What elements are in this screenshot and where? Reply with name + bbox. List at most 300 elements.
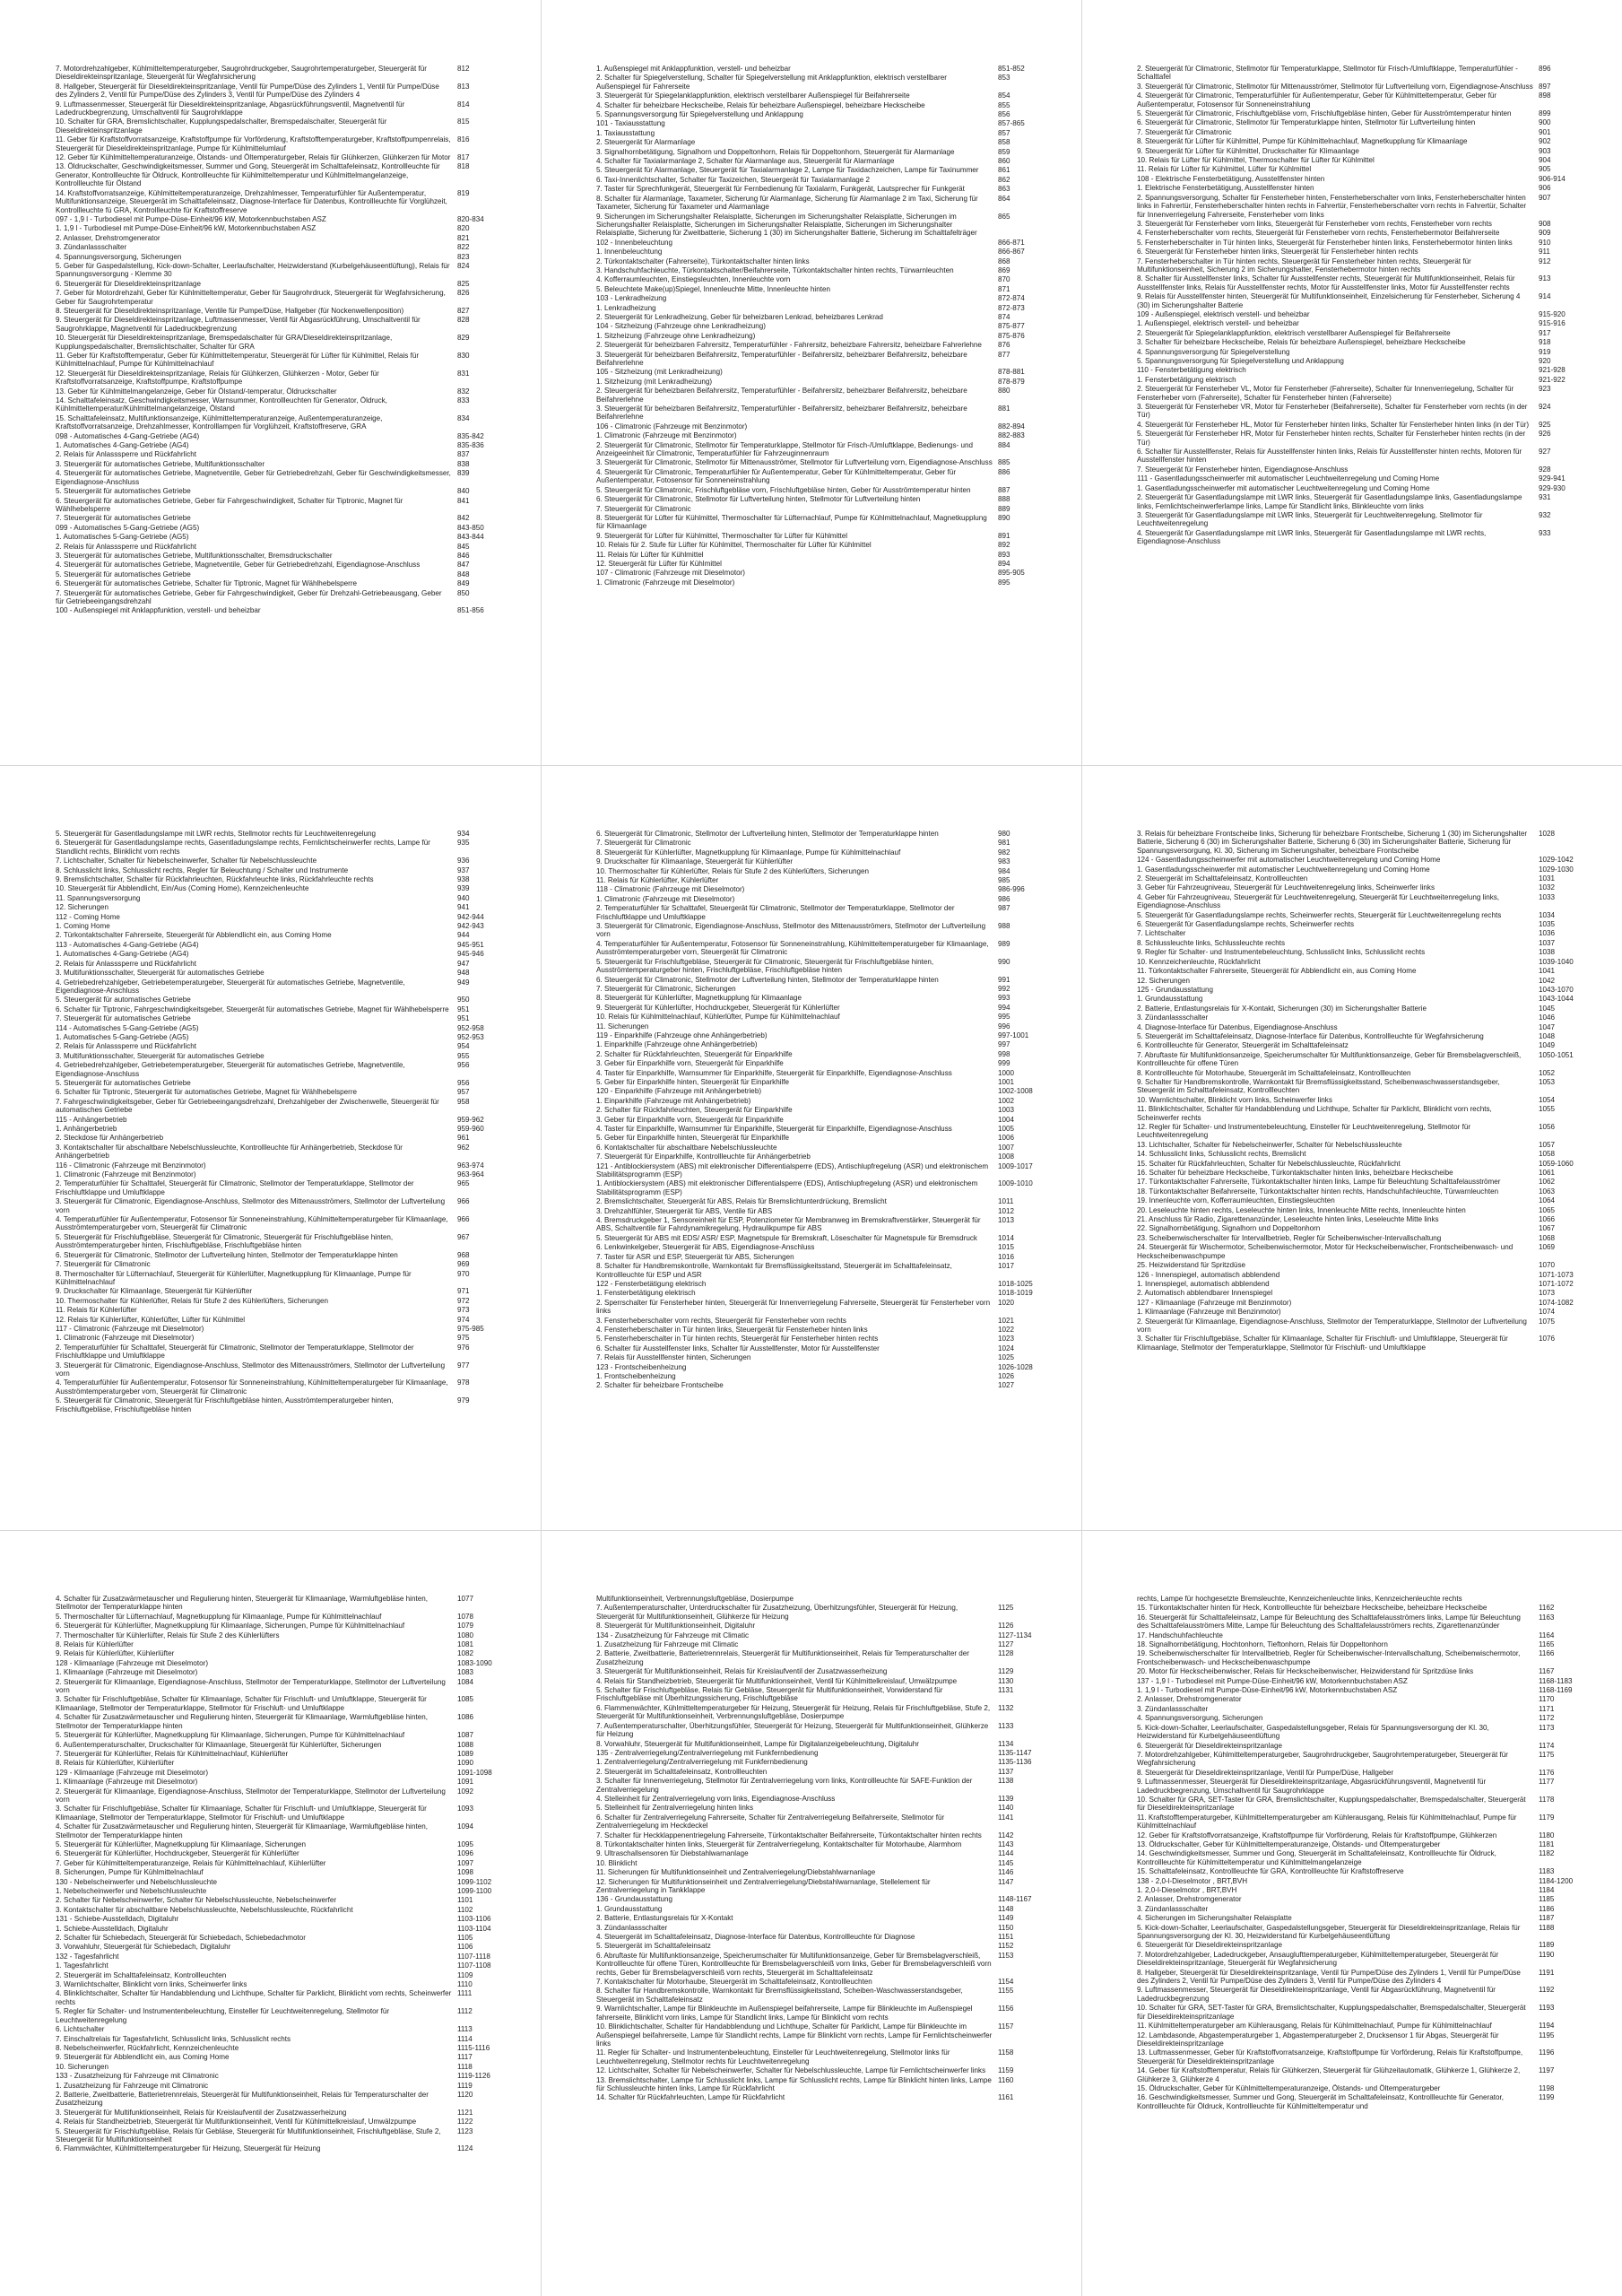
entry-title: 3. Schalter für Frischluftgebläse, Schalter für Klimaanlage, Schalter für Frischluft- und Umluftklappe, Steuergerät für Klimaanlage, Stellmotor der Temperaturklappe, Stellmotor für Frischluft- und Umluftklappe <box>56 1695 427 1712</box>
index-entry <box>596 157 1045 165</box>
column-divider-1 <box>541 0 542 2296</box>
index-entry <box>56 280 504 288</box>
entry-page-number: 842 <box>457 514 470 523</box>
entry-page-number: 823 <box>457 252 470 261</box>
entry-title: 3. Vorwahluhr, Steuergerät für Schiebedach, Digitaluhr <box>56 1943 231 1952</box>
entry-title: 10. Blinklicht <box>596 1858 638 1867</box>
entry-title: 1. Sitzheizung (Fahrzeuge ohne Lenkradheizung) <box>596 331 756 340</box>
index-entry <box>596 958 1045 975</box>
entry-title: 8. Türkontaktschalter hinten links, Steuergerät für Zentralverriegelung, Kontaktschalter für Motorhaube, Alarmhorn <box>596 1839 962 1848</box>
entry-title: 11. Relais für Kühlerlüfter, Kühlerlüfter <box>596 876 719 885</box>
entry-title: 118 - Climatronic (Fahrzeuge mit Dieselmotor) <box>596 885 745 894</box>
index-entry <box>1137 865 1585 874</box>
entry-title: 4. Kofferraumleuchten, Einstiegsleuchten, Innenleuchte vorn <box>596 275 791 284</box>
entry-title: 1. Automatisches 5-Gang-Getriebe (AG5) <box>56 533 189 542</box>
entry-title: 16. Steuergerät für Schalttafeleinsatz, Lampe für Beleuchtung des Schalttafelausströmers links, Lampe für Beleuchtung des Schalttafelausströmers Mitte, Lampe für Beleuchtung des Schalttafelausströmers rechts, Zigarettenanzünder <box>1137 1613 1521 1631</box>
index-entry <box>56 1695 504 1712</box>
entry-page-number: 1043-1070 <box>1539 985 1574 994</box>
index-entry <box>56 1344 504 1361</box>
index-section-entry <box>1137 474 1585 483</box>
entry-title: 3. Schalter für Innenverriegelung, Stellmotor für Zentralverriegelung vorn links, Kontrollleuchte für SAFE-Funktion der Zentralverriegelung <box>596 1777 973 1794</box>
entry-page-number: 1091 <box>457 1778 474 1787</box>
entry-title: 2. Batterie, Zweitbatterie, Batterietrennrelais, Steuergerät für Multifunktionseinheit, Relais für Temperaturschalter der Zusatzheizung <box>56 2090 429 2108</box>
entry-title: 5. Kick-down-Schalter, Leerlaufschalter, Gaspedalstellungsgeber, Relais für Spannungsversorgung der Kl. 30, Heizwiderstand für Kurbelgehäuseentlüftung <box>1137 1723 1489 1741</box>
index-entry <box>1137 1969 1585 1986</box>
entry-page-number: 952-958 <box>457 1023 484 1032</box>
entry-page-number: 995 <box>998 1013 1010 1022</box>
index-panel-4 <box>56 830 504 1520</box>
entry-title: 7. Fahrgeschwindigkeitsgeber, Geber für Getriebeeingangsdrehzahl, Drehzahlgeber der Zwischenwelle, Steuergerät für automatisches Getriebe <box>56 1097 439 1115</box>
index-entry <box>596 514 1045 531</box>
entry-title: 137 - 1,9 l - Turbodiesel mit Pumpe-Düse-Einheit/96 kW, Motorkennbuchstaben ASZ <box>1137 1676 1408 1685</box>
entry-page-number: 1013 <box>998 1216 1015 1225</box>
entry-title: 102 - Innenbeleuchtung <box>596 238 673 247</box>
index-entry <box>596 532 1045 540</box>
entry-page-number: 896 <box>1539 65 1551 73</box>
entry-page-number: 1071-1072 <box>1539 1279 1574 1288</box>
entry-title: 5. Schalter für Frischluftgebläse, Relais für Gebläse, Steuergerät für Multifunktionseinheit, Vorwiderstand für Frischluftgebläse mit Überhitzungssicherung, Frischluftgebläse <box>596 1686 943 1703</box>
index-entry <box>596 857 1045 865</box>
entry-title: 136 - Grundausstattung <box>596 1895 673 1904</box>
entry-page-number: 1148-1167 <box>998 1895 1032 1904</box>
entry-page-number: 886 <box>998 467 1010 476</box>
entry-page-number: 1121 <box>457 2108 473 2117</box>
entry-title: 12. Steuergerät für Dieseldirekteinspritzanlage, Relais für Glühkerzen, Glühkerzen - Motor, Geber für Kraftstoffvorratsanzeige, Kraftstoffpumpe, Kraftstoffpumpe <box>56 369 379 387</box>
entry-title: 2. Steuergerät für beheizbaren Beifahrersitz, Temperaturfühler - Beifahrersitz, beheizbarer Beifahrersitz, beheizbare Beifahrerlehne <box>596 387 967 404</box>
entry-title: 131 - Schiebe-Ausstelldach, Digitaluhr <box>56 1915 179 1924</box>
entry-title: 8. Sicherungen, Pumpe für Kühlmittelnachlauf <box>56 1868 204 1877</box>
index-entry <box>1137 1813 1585 1831</box>
index-entry <box>56 450 504 458</box>
entry-title: 110 - Fensterbetätigung elektrisch <box>1137 366 1246 375</box>
entry-page-number: 1032 <box>1539 883 1556 892</box>
entry-page-number: 820 <box>457 224 470 233</box>
entry-page-number: 1165 <box>1539 1640 1555 1649</box>
entry-page-number: 828 <box>457 316 470 325</box>
entry-page-number: 918 <box>1539 338 1551 347</box>
index-entry <box>596 922 1045 939</box>
entry-title: 9. Warnlichtschalter, Lampe für Blinkleuchte im Außenspiegel beifahrerseite, Lampe für Blinkleuchte im Außenspiegel fahrerseite, Blinklicht vorn links, Lampe für Standlicht links, Lampe für Blinklicht vorn rechts <box>596 2005 973 2022</box>
entry-page-number: 1067 <box>1539 1224 1556 1233</box>
entry-page-number: 900 <box>1539 118 1551 127</box>
entry-title: 4. Taster für Einparkhilfe, Warnsummer für Einparkhilfe, Steuergerät für Einparkhilfe, Eigendiagnose-Anschluss <box>596 1068 952 1077</box>
index-entry <box>596 1677 1045 1685</box>
index-entry <box>1137 911 1585 919</box>
entry-page-number: 895-905 <box>998 569 1025 578</box>
index-entry <box>56 307 504 315</box>
entry-title: 3. Steuergerät für Climatronic, Eigendiagnose-Anschluss, Stellmotor des Mittenausströmers, Stellmotor der Luftverteilung vorn <box>56 1197 446 1214</box>
entry-title: 109 - Außenspiegel, elektrisch verstell- und beheizbar <box>1137 309 1310 318</box>
entry-title: 2. Schalter für Nebelscheinwerfer, Schalter für Nebelschlussleuchte, Nebelscheinwerfer <box>56 1896 337 1905</box>
entry-page-number: 839 <box>457 469 470 478</box>
entry-title: 3. Fensterheberschalter vorn rechts, Steuergerät für Fensterheber vorn rechts <box>596 1316 846 1325</box>
entry-title: 5. Steuergerät für automatisches Getriebe <box>56 996 191 1004</box>
index-entry <box>596 1372 1045 1380</box>
index-entry <box>56 2118 504 2126</box>
index-entry <box>1137 274 1585 291</box>
index-entry <box>596 1831 1045 1839</box>
entry-title: 7. Taster für Sprechfunkgerät, Steuergerät für Fernbedienung für Taxialarm, Funkgerät, Lautsprecher für Funkgerät <box>596 185 965 194</box>
entry-title: 4. Steuergerät für Climatronic, Temperaturfühler für Außentemperatur, Geber für Kühlmitteltemperatur, Geber für Außentemperatur, Fotosensor für Sonneneinstrahlung <box>1137 91 1497 109</box>
index-entry <box>56 1088 504 1096</box>
index-entry <box>596 248 1045 256</box>
entry-title: 1. Klimaanlage (Fahrzeuge mit Benzinmotor) <box>1137 1308 1281 1317</box>
index-entry <box>596 1595 1045 1603</box>
entry-page-number: 1146 <box>998 1868 1014 1877</box>
entry-page-number: 999 <box>998 1059 1010 1068</box>
entry-title: 2. Temperaturfühler für Schalttafel, Steuergerät für Climatronic, Stellmotor der Temperaturklappe, Stellmotor der Frischluftklappe und Umluftklappe <box>56 1179 414 1196</box>
index-entry <box>596 1768 1045 1776</box>
entry-title: 11. Sicherungen <box>596 1022 649 1031</box>
index-entry <box>596 1234 1045 1242</box>
index-entry <box>56 2127 504 2144</box>
entry-title: 8. Steuergerät für Lüfter für Kühlmittel, Thermoschalter für Lüfternachlauf, Pumpe für Kühlmittelnachlauf, Magnetkupplung für Klimaanlage <box>596 513 987 531</box>
index-entry <box>56 1251 504 1259</box>
entry-title: 11. Kraftstofftemperaturgeber, Kühlmitteltemperaturgeber am Kühlerausgang, Relais für Kühlmittelnachlauf, Pumpe für Kühlmittelnachlauf <box>1137 1813 1517 1831</box>
entry-page-number: 1002-1008 <box>998 1087 1033 1096</box>
index-entry <box>1137 1289 1585 1297</box>
entry-title: 114 - Automatisches 5-Gang-Getriebe (AG5) <box>56 1023 199 1032</box>
index-entry <box>56 1334 504 1342</box>
entry-page-number: 1092 <box>457 1787 474 1796</box>
entry-title: 11. Türkontaktschalter Fahrerseite, Steuergerät für Abblendlicht ein, aus Coming Home <box>1137 967 1417 976</box>
entry-title: 7. Thermoschalter für Kühlerlüfter, Relais für Stufe 2 des Kühlerlüfters <box>56 1631 280 1639</box>
index-section-entry <box>1137 1677 1585 1685</box>
entry-page-number: 1180 <box>1539 1831 1555 1839</box>
index-entry <box>1137 403 1585 420</box>
index-entry <box>1137 239 1585 247</box>
entry-title: 18. Türkontaktschalter Beifahrerseite, Türkontaktschalter hinten rechts, Handschuhfachleuchte, Türwarnleuchten <box>1137 1187 1499 1196</box>
index-entry <box>1137 229 1585 237</box>
entry-page-number: 986 <box>998 894 1010 903</box>
entry-title: 4. Stelleinheit für Zentralverriegelung vorn links, Eigendiagnose-Anschluss <box>596 1794 836 1803</box>
index-entry <box>596 1905 1045 1913</box>
entry-title: 13. Lichtschalter, Schalter für Nebelscheinwerfer, Schalter für Nebelschlussleuchte <box>1137 1140 1402 1149</box>
index-entry <box>56 1061 504 1078</box>
entry-title: 7. Geber für Kühlmitteltemperaturanzeige, Relais für Kühlmittelnachlauf, Kühlerlüfter <box>56 1858 326 1867</box>
entry-title: 1. Automatisches 5-Gang-Getriebe (AG5) <box>56 1032 189 1041</box>
entry-title: 12. Sicherungen <box>1137 976 1190 985</box>
entry-page-number: 845 <box>457 542 470 551</box>
index-entry <box>1137 977 1585 985</box>
index-entry <box>1137 1886 1585 1894</box>
index-entry <box>1137 1308 1585 1316</box>
index-entry <box>596 313 1045 321</box>
index-section-entry <box>596 1631 1045 1639</box>
entry-title: 1. Schiebe-Ausstelldach, Digitaluhr <box>56 1924 169 1933</box>
index-entry <box>56 1925 504 1933</box>
index-entry <box>596 1933 1045 1941</box>
entry-title: 4. Diagnose-Interface für Datenbus, Eigendiagnose-Anschluss <box>1137 1022 1338 1031</box>
index-entry <box>596 1704 1045 1721</box>
entry-page-number: 872-873 <box>998 303 1025 312</box>
index-entry <box>56 1179 504 1196</box>
entry-page-number: 945-946 <box>457 950 484 959</box>
entry-page-number: 997 <box>998 1040 1010 1049</box>
entry-page-number: 1034 <box>1539 910 1556 919</box>
row-divider-2 <box>0 1530 1622 1531</box>
index-section-entry <box>56 1659 504 1667</box>
entry-title: 11. Spannungsversorgung <box>56 893 141 902</box>
entry-title: 1. Antiblockiersystem (ABS) mit elektronischer Differentialsperre (EDS), Antischlupfregelung (ASR) und elektronischem Stabilitätsprogramm (ESP) <box>596 1179 978 1196</box>
entry-title: 2. Steuergerät für beheizbaren Fahrersitz, Temperaturfühler - Fahrersitz, beheizbare Fahrersitz, beheizbare Fahrerlehne <box>596 341 982 350</box>
entry-title: 10. Schalter für GRA, SET-Taster für GRA, Bremslichtschalter, Kupplungspedalschalter, Bremspedalschalter, Steuergerät für Dieseldirekteinspritzanlage <box>1137 1795 1526 1813</box>
entry-title: 5. Geber für Einparkhilfe hinten, Steuergerät für Einparkhilfe <box>596 1134 790 1143</box>
entry-page-number: 1063 <box>1539 1187 1556 1196</box>
entry-page-number: 980 <box>998 830 1010 838</box>
entry-title: rechts, Lampe für hochgesetzte Bremsleuchte, Kennzeichenleuchte links, Kennzeichenleuchte rechts <box>1137 1595 1462 1603</box>
index-entry <box>56 1098 504 1115</box>
index-entry <box>596 441 1045 458</box>
index-entry <box>596 74 1045 91</box>
index-entry <box>1137 1849 1585 1866</box>
entry-page-number: 1118 <box>457 2062 473 2071</box>
entry-title: 12. Sicherungen <box>56 903 108 912</box>
entry-page-number: 1119-1126 <box>457 2072 490 2081</box>
entry-page-number: 908 <box>1539 219 1551 228</box>
entry-title: 11. Geber für Kraftstofftemperatur, Geber für Kühlmitteltemperatur, Steuergerät für Lüfter für Kühlmittel, Relais für Kühlmittelnachlauf, Pumpe für Kühlmittelnachlauf <box>56 352 420 369</box>
entry-page-number: 905 <box>1539 165 1551 174</box>
entry-page-number: 1168-1169 <box>1539 1686 1573 1695</box>
entry-page-number: 1117 <box>457 2053 473 2062</box>
entry-page-number: 853 <box>998 74 1010 83</box>
entry-page-number: 898 <box>1539 91 1551 100</box>
index-entry <box>596 458 1045 466</box>
index-section-entry <box>56 524 504 532</box>
entry-title: 7. Steuergerät für Climatronic <box>56 1260 151 1269</box>
entry-page-number: 990 <box>998 957 1010 966</box>
entry-title: 5. Steuergerät für Fensterheber HR, Motor für Fensterheber hinten rechts, Schalter für Fensterheber hinten rechts (in der Tür) <box>1137 430 1526 447</box>
entry-title: 10. Thermoschalter für Kühlerlüfter, Relais für Stufe 2 des Kühlerlüfters, Sicherungen <box>56 1296 328 1305</box>
index-entry <box>56 830 504 838</box>
entry-page-number: 1132 <box>998 1703 1014 1712</box>
index-entry <box>1137 1867 1585 1875</box>
entry-page-number: 1018-1019 <box>998 1289 1033 1298</box>
entry-page-number: 1122 <box>457 2118 473 2126</box>
index-entry <box>1137 929 1585 937</box>
entry-title: 13. Öldruckschalter, Geschwindigkeitsmesser, Summer und Gong, Steuergerät im Schalttafeleinsatz, Kontrollleuchte für Generator, Kontrollleuchte für Öldruck, Kontrollleuchte für Kühlmitteltemperatur und Kühlmittelmangelanzeige, Kontrollleuchte für Ölstand <box>56 162 440 188</box>
entry-title: 11. Relais für Lüfter für Kühlmittel <box>596 550 704 559</box>
entry-title: 3. Steuergerät für Fensterheber VR, Motor für Fensterheber (Beifahrerseite), Schalter für Fensterheber vorn rechts (in der Tür) <box>1137 403 1528 420</box>
entry-page-number: 1120 <box>457 2090 473 2099</box>
entry-title: 23. Scheibenwischerschalter für Intervallbetrieb, Regler für Scheibenwischer-Intervallschaltung <box>1137 1233 1442 1242</box>
entry-page-number: 945-951 <box>457 940 484 949</box>
index-entry <box>596 1649 1045 1666</box>
entry-page-number: 1020 <box>998 1298 1015 1307</box>
entry-page-number: 1127-1134 <box>998 1631 1032 1639</box>
entry-page-number: 928 <box>1539 465 1551 474</box>
entry-title: 4. Schalter für Zusatzwärmetauscher und Regulierung hinten, Steuergerät für Klimaanlage, Warmluftgebläse hinten, Stellmotor der Temperaturklappe hinten <box>56 1713 428 1730</box>
index-entry <box>56 1005 504 1013</box>
index-entry <box>1137 248 1585 256</box>
entry-page-number: 1026 <box>998 1371 1015 1380</box>
entry-page-number: 992 <box>998 984 1010 993</box>
entry-title: 4. Sicherungen im Sicherungshalter Relaisplatte <box>1137 1914 1292 1923</box>
index-entry <box>56 224 504 232</box>
index-entry <box>596 1987 1045 2004</box>
entry-page-number: 1189 <box>1539 1941 1555 1950</box>
entry-title: 5. Steuergerät für automatisches Getriebe <box>56 487 191 496</box>
entry-title: 18. Signalhornbetätigung, Hochtonhorn, Tieftonhorn, Relais für Doppeltonhorn <box>1137 1640 1388 1649</box>
index-entry <box>1137 1778 1585 1795</box>
entry-page-number: 985 <box>998 876 1010 885</box>
entry-page-number: 1131 <box>998 1686 1014 1695</box>
entry-page-number: 824 <box>457 261 470 270</box>
entry-title: 5. Steuergerät für Gasentladungslampe rechts, Scheinwerfer rechts, Steuergerät für Leuchtweitenregelung rechts <box>1137 910 1502 919</box>
entry-title: 111 - Gasentladungsscheinwerfer mit automatischer Leuchtweitenregelung und Coming Home <box>1137 474 1440 483</box>
index-entry <box>596 1262 1045 1279</box>
entry-page-number: 1011 <box>998 1197 1014 1206</box>
entry-page-number: 1179 <box>1539 1813 1555 1822</box>
entry-title: 21. Anschluss für Radio, Zigarettenanzünder, Leseleuchte hinten links, Leseleuchte Mitte links <box>1137 1215 1439 1224</box>
entry-title: 5. Fensterheberschalter in Tür hinten links, Steuergerät für Fensterheber hinten links, Fensterhebermotor hinten links <box>1137 238 1513 247</box>
entry-page-number: 812 <box>457 65 470 73</box>
index-section-entry <box>56 432 504 440</box>
entry-title: 12. Sicherungen für Multifunktionseinheit und Zentralverriegelung/Diebstahlwarnanlage, Stellelement für Zentralverriegelung in Tankklappe <box>596 1877 931 1894</box>
entry-page-number: 1058 <box>1539 1150 1556 1159</box>
index-entry <box>596 1381 1045 1389</box>
entry-page-number: 1159 <box>998 2066 1014 2075</box>
index-entry <box>596 1813 1045 1831</box>
index-section-entry <box>596 1749 1045 1757</box>
entry-page-number: 910 <box>1539 238 1551 247</box>
entry-page-number: 851-852 <box>998 65 1025 73</box>
entry-page-number: 1090 <box>457 1759 474 1768</box>
entry-title: 6. Schalter für Tiptronic, Steuergerät für automatisches Getriebe, Magnet für Wählhebelsperre <box>56 1088 358 1097</box>
entry-page-number: 822 <box>457 243 470 252</box>
index-entry <box>596 404 1045 422</box>
entry-title: 4. Geber für Fahrzeugniveau, Steuergerät für Leuchtweitenregelung, Steuergerät für Leuchtweitenregelung links, Eigendiagnose-Anschluss <box>1137 892 1500 910</box>
entry-page-number: 834 <box>457 413 470 422</box>
entry-title: 2. Steuergerät für Klimaanlage, Eigendiagnose-Anschluss, Stellmotor der Temperaturklappe, Stellmotor der Luftverteilung vorn <box>1137 1317 1527 1334</box>
entry-page-number: 1000 <box>998 1068 1015 1077</box>
entry-page-number: 961 <box>457 1134 470 1143</box>
entry-page-number: 939 <box>457 884 470 893</box>
entry-page-number: 965 <box>457 1179 470 1188</box>
entry-page-number: 1048 <box>1539 1031 1556 1040</box>
index-section-entry <box>596 1162 1045 1179</box>
entry-title: 22. Signalhornbetätigung, Signalhorn und Doppeltonhorn <box>1137 1224 1321 1233</box>
entry-title: 6. Schalter für Tiptronic, Fahrgeschwindigkeitsgeber, Steuergerät für automatisches Getriebe, Magnet für Wählhebelsperre <box>56 1004 449 1013</box>
entry-title: 7. Steuergerät für automatisches Getriebe <box>56 1014 191 1023</box>
index-panel-3 <box>1137 65 1585 755</box>
entry-title: 7. Relais für Ausstellfenster hinten, Sicherungen <box>596 1353 751 1362</box>
entry-page-number: 1198 <box>1539 2083 1555 2092</box>
index-entry <box>56 1868 504 1876</box>
index-entry <box>596 1004 1045 1012</box>
entry-page-number: 1124 <box>457 2144 473 2153</box>
entry-page-number: 858 <box>998 138 1010 147</box>
index-entry <box>56 162 504 187</box>
entry-page-number: 924 <box>1539 403 1551 412</box>
entry-page-number: 866-871 <box>998 238 1025 247</box>
index-entry <box>596 495 1045 503</box>
index-section-entry <box>596 294 1045 302</box>
index-entry <box>56 1306 504 1314</box>
index-entry <box>1137 156 1585 164</box>
entry-title: 124 - Gasentladungsscheinwerfer mit automatischer Leuchtweitenregelung und Coming Home <box>1137 856 1441 865</box>
entry-title: 15. Schalttafeleinsatz, Multifunktionsanzeige, Kühlmitteltemperaturanzeige, Außentemperaturanzeige, Kraftstoffvorratsanzeige, Drehzahlmesser, Kontrolllampen für Vorglühzeit, Kraftstoffreserve, GRA <box>56 413 383 431</box>
entry-title: 6. Kontrollleuchte für Generator, Steuergerät im Schalttafeleinsatz <box>1137 1041 1349 1050</box>
entry-title: 5. Steuergerät für automatisches Getriebe <box>56 1078 191 1087</box>
entry-page-number: 1129 <box>998 1667 1014 1676</box>
index-entry <box>1137 421 1585 429</box>
index-entry <box>596 505 1045 513</box>
entry-title: 5. Steuergerät im Schalttafeleinsatz <box>596 1942 711 1951</box>
entry-title: 8. Steuergerät für Kühlerlüfter, Magnetkupplung für Klimaanlage <box>596 994 802 1003</box>
entry-page-number: 915-916 <box>1539 319 1566 328</box>
index-entry <box>596 1040 1045 1048</box>
entry-page-number: 843-850 <box>457 523 484 532</box>
entry-title: 106 - Climatronic (Fahrzeuge mit Benzinmotor) <box>596 422 748 430</box>
entry-page-number: 931 <box>1539 493 1551 502</box>
index-entry <box>596 1686 1045 1703</box>
index-entry <box>596 468 1045 485</box>
index-section-entry <box>56 1161 504 1170</box>
entry-title: 120 - Einparkhilfe (Fahrzeuge mit Anhängerbetrieb) <box>596 1087 762 1096</box>
entry-title: 1. Automatisches 4-Gang-Getriebe (AG4) <box>56 441 189 450</box>
entry-title: 7. Abruftaste für Multifunktionsanzeige, Speicherumschalter für Multifunktionsanzeige, Geber für Bremsbelagverschleiß, Kontrollleuchte für offene Türen <box>1137 1050 1522 1068</box>
index-entry <box>56 2082 504 2090</box>
entry-title: 1. Außenspiegel, elektrisch verstell- und beheizbar <box>1137 319 1299 328</box>
entry-page-number: 1077 <box>457 1595 474 1603</box>
entry-title: 3. Zündanlassschalter <box>56 243 127 252</box>
entry-page-number: 1157 <box>998 2022 1014 2031</box>
entry-page-number: 840 <box>457 487 470 496</box>
entry-page-number: 949 <box>457 978 470 987</box>
index-entry <box>596 1344 1045 1352</box>
entry-title: 12. Relais für Kühlerlüfter, Kühlerlüfter, Lüfter für Kühlmittel <box>56 1315 245 1324</box>
entry-title: 2. Batterie, Entlastungsrelais für X-Kontakt, Sicherungen (30) im Sicherungshalter Batterie <box>1137 1004 1427 1013</box>
entry-title: 2. Steuergerät für Fensterheber VL, Motor für Fensterheber (Fahrerseite), Schalter für Innenverriegelung, Schalter für Fensterheber vorn (Fahrerseite), Schalter für Fensterheber hinten (Fahrerseite) <box>1137 385 1514 402</box>
entry-title: 3. Drehzahlfühler, Steuergerät für ABS, Ventile für ABS <box>596 1206 773 1215</box>
entry-page-number: 966 <box>457 1215 470 1224</box>
entry-title: 104 - Sitzheizung (Fahrzeuge ohne Lenkradheizung) <box>596 322 766 331</box>
entry-title: 9. Relais für Ausstellfenster hinten, Steuergerät für Multifunktionseinheit, Einzelsicherung für Fensterheber, Sicherung 4 (30) im Sicherungshalter Batterie <box>1137 292 1521 309</box>
index-section-entry <box>56 1915 504 1923</box>
entry-title: 121 - Antiblockiersystem (ABS) mit elektronischer Differentialsperre (EDS), Antischlupfregelung (ASR) und elektronischem Stabilitätsprogramm (ESP) <box>596 1161 989 1179</box>
index-entry <box>56 153 504 161</box>
index-entry <box>56 65 504 82</box>
entry-page-number: 1037 <box>1539 938 1556 947</box>
entry-title: 7. Steuergerät für automatisches Getriebe, Geber für Fahrgeschwindigkeit, Geber für Drehzahl-Getriebeausgang, Geber für Getriebeeingangsdrehzahl <box>56 588 442 605</box>
index-entry <box>596 1878 1045 1895</box>
index-entry <box>596 378 1045 386</box>
entry-title: 13. Bremslichtschalter, Lampe für Schlusslicht links, Lampe für Schlusslicht rechts, Lampe für Blinklicht hinten links, Lampe für Schlussleuchte hinten links, Lampe für Rückfahrlicht <box>596 2075 992 2092</box>
index-entry <box>596 940 1045 957</box>
index-entry <box>596 1722 1045 1739</box>
index-entry <box>1137 1004 1585 1013</box>
entry-title: 8. Steuergerät für Lüfter für Kühlmittel, Pumpe für Kühlmittelnachlauf, Magnetkupplung für Klimaanlage <box>1137 137 1468 146</box>
entry-title: 9. Druckschalter für Klimaanlage, Steuergerät für Kühlerlüfter <box>596 857 794 866</box>
index-entry <box>596 1116 1045 1124</box>
entry-page-number: 1078 <box>457 1612 474 1621</box>
entry-page-number: 975-985 <box>457 1324 484 1333</box>
entry-page-number: 874 <box>998 312 1010 321</box>
entry-page-number: 1036 <box>1539 929 1556 938</box>
index-entry <box>596 1326 1045 1334</box>
entry-page-number: 1168-1183 <box>1539 1676 1573 1685</box>
index-section-entry <box>596 1087 1045 1095</box>
entry-title: 16. Schalter für beheizbare Heckscheibe, Türkontaktschalter hinten links, beheizbare Heckscheibe <box>1137 1169 1453 1178</box>
entry-page-number: 1026-1028 <box>998 1362 1033 1371</box>
entry-page-number: 925 <box>1539 420 1551 429</box>
entry-title: 117 - Climatronic (Fahrzeuge mit Dieselmotor) <box>56 1324 204 1333</box>
index-entry <box>1137 1141 1585 1149</box>
entry-page-number: 1186 <box>1539 1904 1555 1913</box>
index-entry <box>56 1631 504 1639</box>
index-entry <box>1137 2022 1585 2030</box>
